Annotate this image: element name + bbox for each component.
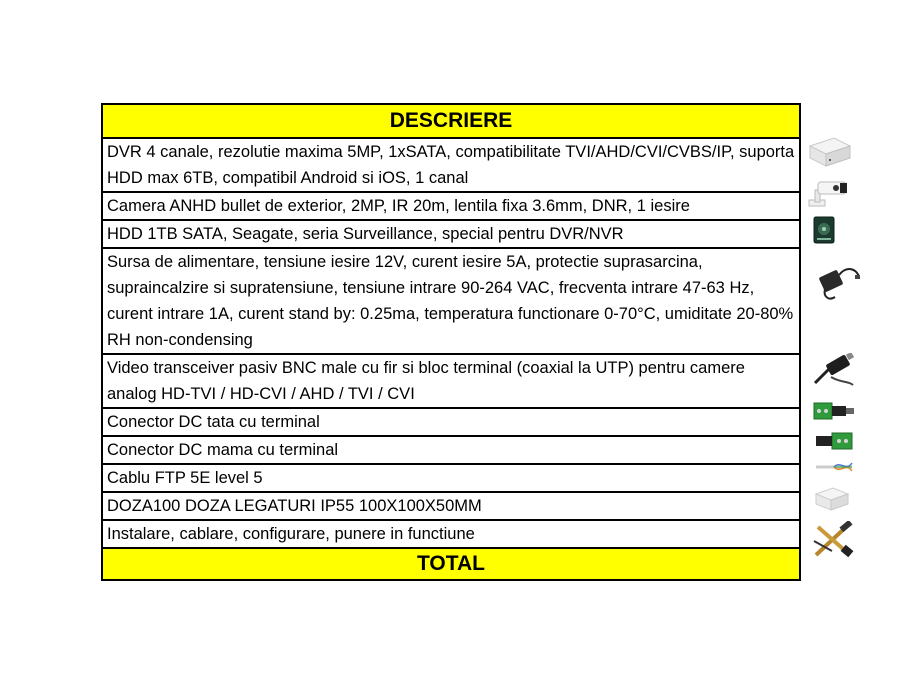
table-row: Cablu FTP 5E level 5 [102,464,800,492]
dc-female-connector-icon [812,428,856,454]
dc-male-connector-icon [812,397,856,425]
junction-box-icon [813,485,851,513]
video-balun-icon [811,353,857,389]
dvr-icon [806,134,852,174]
table-row: DOZA100 DOZA LEGATURI IP55 100X100X50MM [102,492,800,520]
bullet-camera-icon [806,176,852,210]
table-row: Instalare, cablare, configurare, punere in functiune [102,520,800,548]
table-row: Camera ANHD bullet de exterior, 2MP, IR 20m, lentila fixa 3.6mm, DNR, 1 iesire [102,192,800,220]
tools-icon [812,521,856,559]
hdd-icon [813,216,835,244]
power-adapter-icon [815,263,863,303]
table-total: TOTAL [102,548,800,580]
table-row: Video transceiver pasiv BNC male cu fir si bloc terminal (coaxial la UTP) pentru camere analog HD-TVI / HD-CVI / AHD / TVI / CVI [102,354,800,408]
table-row: Conector DC mama cu terminal [102,436,800,464]
ftp-cable-icon [814,458,854,476]
table-row: DVR 4 canale, rezolutie maxima 5MP, 1xSATA, compatibilitate TVI/AHD/CVI/CVBS/IP, suporta HDD max 6TB, compatibil Android si iOS, 1 canal [102,138,800,192]
table-row: HDD 1TB SATA, Seagate, seria Surveillance, special pentru DVR/NVR [102,220,800,248]
table-row: Conector DC tata cu terminal [102,408,800,436]
table-header: DESCRIERE [102,104,800,138]
table-row: Sursa de alimentare, tensiune iesire 12V, curent iesire 5A, protectie suprasarcina, supraincalzire si supratensiune, tensiune intrare 90-264 VAC, frecventa intrare 47-63 Hz, curent intrare 1A, curent stand by: 0.25ma, temperatura functionare 0-70°C, umiditate 20-80% RH non-condensing [102,248,800,354]
description-table [101,103,801,581]
